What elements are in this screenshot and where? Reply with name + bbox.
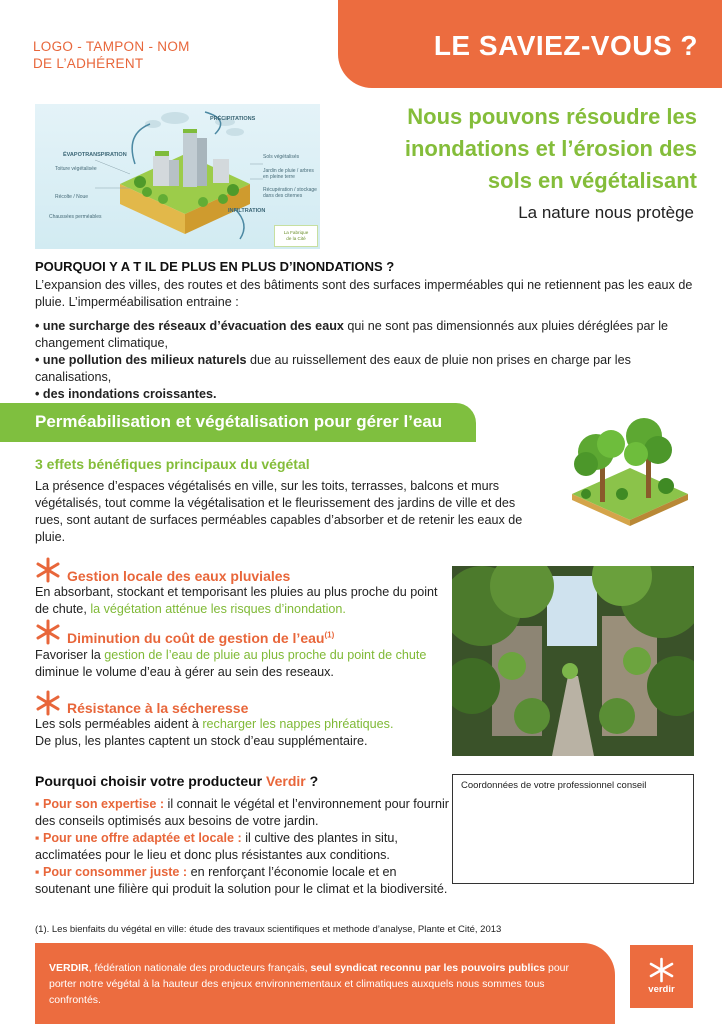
label-recoltes: Récolte / Noue — [55, 194, 89, 200]
effect-3-text — [35, 716, 455, 750]
section-3-title-prefix: Pourquoi choisir votre producteur — [35, 773, 267, 789]
illustration-credit — [274, 225, 318, 247]
credit-line-2: de la Cité — [286, 236, 306, 241]
reason-item — [35, 796, 455, 830]
green-street-photo — [452, 566, 694, 756]
bullet-2-text: due au ruissellement des eaux de pluie non prises en charge par les canalisations, — [35, 353, 631, 384]
section-1-bullets — [35, 318, 700, 403]
bullet-1 — [35, 318, 700, 352]
reason-2-text: il cultive des plantes in situ, acclimatées pour le lieu et donc plus résistantes aux conditions. — [35, 831, 398, 862]
effect-3-line-2: De plus, les plantes captent un stock d’eau supplémentaire. — [35, 734, 368, 748]
bullet-3-bold: • des inondations croissantes. — [35, 387, 217, 401]
trees-drawing — [566, 414, 694, 526]
page-title: LE SAVIEZ-VOUS ? — [433, 30, 698, 61]
asterisk-icon — [35, 690, 61, 716]
headline-line-1: Nous pouvons résoudre les — [407, 104, 697, 129]
contact-box[interactable] — [452, 774, 694, 884]
label-sols: Sols végétalisés — [263, 154, 300, 160]
green-street-drawing — [452, 566, 694, 756]
asterisk-icon — [35, 557, 61, 583]
bullet-1-bold: • une surcharge des réseaux d’évacuation des eaux — [35, 319, 344, 333]
asterisk-icon — [35, 619, 61, 645]
trees-illustration — [566, 414, 694, 526]
section-1-intro: L’expansion des villes, des routes et des bâtiments sont des surfaces imperméables qui ne retiennent pas les eaux de pluie. L’imperméabilisation entraine : — [35, 278, 693, 309]
section-2-intro: La présence d’espaces végétalisés en ville, sur les toits, terrasses, balcons et murs végétalisés, tout comme la végétalisation et le fleurissement des jardins de ville et des rues, sont autant de surfaces perméables capables d’absorber et de retenir les eaux de pluie. — [35, 479, 523, 544]
adherent-line-2: DE L’ADHÉRENT — [33, 56, 144, 71]
bullet-1-text: qui ne sont pas dimensionnés aux pluies déréglées par le changement climatique, — [35, 319, 669, 350]
footer-banner — [35, 943, 615, 1024]
effect-2-text-highlight: gestion de l’eau de pluie au plus proche du point de chute — [104, 648, 427, 662]
water-cycle-illustration — [35, 104, 320, 249]
section-1-title: POURQUOI Y A T IL DE PLUS EN PLUS D’INONDATIONS ? — [35, 259, 395, 274]
label-infiltration: INFILTRATION — [228, 208, 266, 214]
reason-2-bold: ▪ Pour une offre adaptée et locale : — [35, 831, 242, 845]
footnote: (1). Les bienfaits du végétal en ville: étude des travaux scientifiques et methode d’analyse, Plante et Cité, 2013 — [35, 924, 502, 935]
label-evapotranspiration: ÉVAPOTRANSPIRATION — [63, 152, 127, 158]
effect-1-title: Gestion locale des eaux pluviales — [67, 568, 291, 584]
headline-line-3: sols en végétalisant — [487, 168, 697, 193]
footer-text-bold: seul syndicat reconnu par les pouvoirs publics — [310, 962, 546, 974]
footer-text-2: pour porter notre végétal à la hauteur des enjeux environnementaux et climatiques auxquels nous sommes tous confrontés. — [49, 962, 570, 1006]
reason-1-text: il connait le végétal et l’environnement pour fournir des conseils optimisés aux besoins de votre jardin. — [35, 797, 449, 828]
effect-3-text-main: Les sols perméables aident à — [35, 717, 203, 731]
effect-3-title: Résistance à la sécheresse — [67, 700, 249, 716]
verdir-logo-word: verdir — [648, 984, 675, 995]
reason-1-bold: ▪ Pour son expertise : — [35, 797, 165, 811]
verdir-logo — [630, 945, 693, 1008]
credit-line-1: La Fabrique — [283, 230, 309, 235]
adherent-placeholder — [33, 38, 243, 72]
footer-brand: VERDIR — [49, 962, 89, 974]
section-2-band-title: Perméabilisation et végétalisation pour gérer l’eau — [35, 412, 443, 431]
footer-text-1: , fédération nationale des producteurs français, — [88, 962, 311, 974]
effect-1-text-main: En absorbant, stockant et temporisant les pluies au plus proche du point de chute, — [35, 585, 438, 616]
headline-line-2: inondations et l’érosion des — [404, 136, 697, 161]
section-3-title — [35, 773, 318, 789]
effect-3-line-1 — [35, 716, 455, 733]
reason-3-bold: ▪ Pour consommer juste : — [35, 865, 188, 879]
reason-item — [35, 864, 455, 898]
contact-box-label: Coordonnées de votre professionnel conseil — [461, 780, 647, 791]
headline — [347, 101, 697, 197]
label-chaussees: Chaussées perméables — [49, 214, 102, 220]
footer-text — [49, 960, 589, 1008]
effect-2-title-text: Diminution du coût de gestion de l’eau — [67, 630, 325, 646]
effect-3-text-highlight: recharger les nappes phréatiques. — [202, 717, 394, 731]
reason-item — [35, 830, 455, 864]
effect-2-text-end: diminue le volume d’eau à gérer au sein des reseaux. — [35, 665, 334, 679]
effect-1-text — [35, 584, 455, 618]
label-toiture: Toiture végétalisée — [55, 166, 97, 172]
reasons-list — [35, 796, 455, 898]
reason-3-text: en renforçant l’économie locale et en soutenant une filière qui produit la solution pour le climat et la biodiversité. — [35, 865, 448, 896]
bullet-2 — [35, 352, 700, 386]
effect-1-text-highlight: la végétation atténue les risques d’inondation. — [90, 602, 346, 616]
section-3-title-suffix: ? — [305, 773, 319, 789]
label-jardin: Jardin de pluie / arbres en pleine terre — [263, 168, 314, 180]
effect-2-text — [35, 647, 455, 681]
bullet-3 — [35, 386, 700, 403]
headline-subtitle: La nature nous protège — [518, 203, 694, 222]
effect-2-title — [67, 630, 334, 646]
adherent-line-1: LOGO - TAMPON - NOM — [33, 39, 190, 54]
section-3-title-brand: Verdir — [266, 773, 306, 789]
label-recuperation: Récupération / stockage dans des citernes — [263, 187, 317, 199]
label-precipitations: PRÉCIPITATIONS — [210, 116, 256, 122]
effect-2-footnote-ref: (1) — [324, 630, 335, 640]
bullet-2-bold: • une pollution des milieux naturels — [35, 353, 247, 367]
effect-2-text-main: Favoriser la — [35, 648, 105, 662]
effects-title: 3 effets bénéfiques principaux du végétal — [35, 456, 310, 472]
